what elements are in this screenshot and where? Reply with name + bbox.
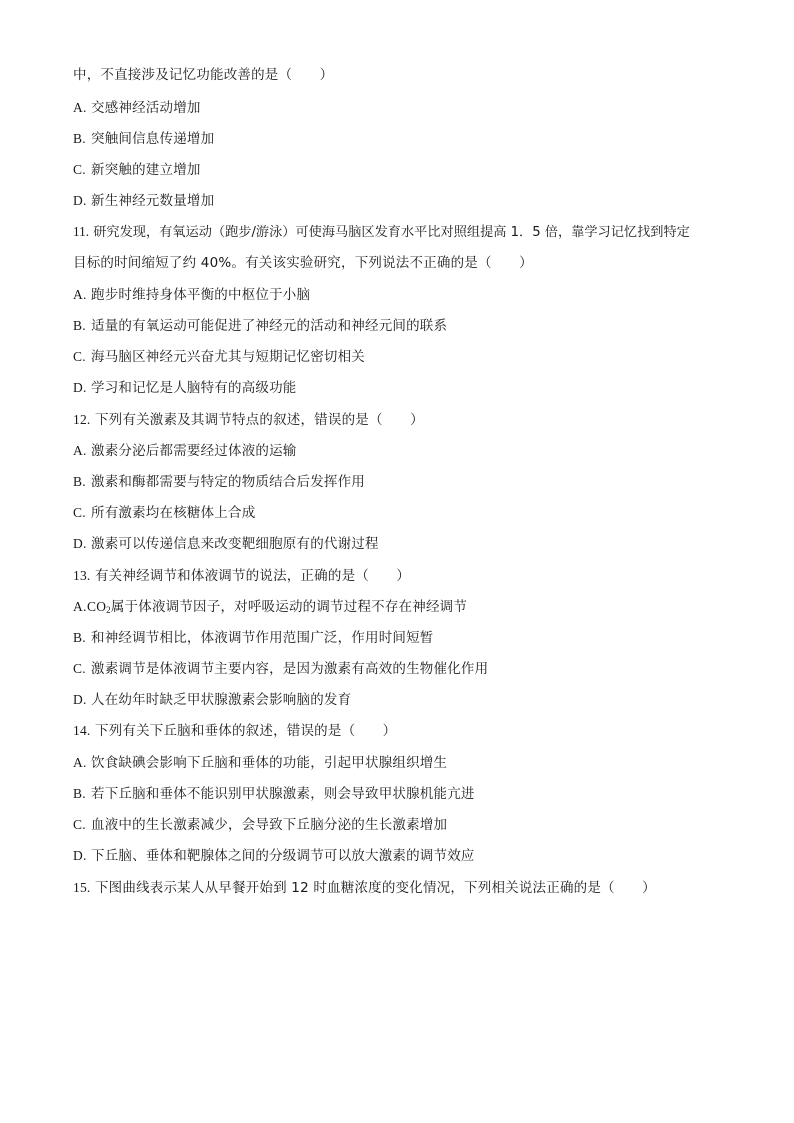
option-text: 若下丘脑和垂体不能识别甲状腺激素，则会导致甲状腺机能亢进 bbox=[91, 786, 475, 802]
option-text: 属于体液调节因子，对呼吸运动的调节过程不存在神经调节 bbox=[110, 599, 468, 615]
q10-option-c bbox=[73, 161, 201, 179]
option-label: D. bbox=[73, 193, 87, 208]
q14-option-b bbox=[73, 785, 475, 803]
option-label: C. bbox=[73, 817, 86, 832]
q13-option-a bbox=[73, 598, 467, 616]
q15-stem bbox=[73, 879, 656, 897]
option-label: B. bbox=[73, 786, 86, 801]
option-text: 突触间信息传递增加 bbox=[91, 131, 215, 147]
q13-stem-text: 有关神经调节和体液调节的说法，正确的是（ ） bbox=[94, 568, 411, 584]
q10-option-b bbox=[73, 130, 214, 148]
question-number: 13. bbox=[73, 568, 91, 583]
option-label: A. bbox=[73, 443, 87, 458]
option-label: C. bbox=[73, 162, 86, 177]
option-text: 跑步时维持身体平衡的中枢位于小脑 bbox=[91, 287, 311, 303]
q14-option-a bbox=[73, 754, 447, 772]
q11-option-a bbox=[73, 286, 310, 304]
option-label: D. bbox=[73, 536, 87, 551]
q12-option-c bbox=[73, 504, 255, 522]
option-text: 激素分泌后都需要经过体液的运输 bbox=[91, 443, 297, 459]
q10-stem-tail: 中，不直接涉及记忆功能改善的是（ ） bbox=[73, 67, 334, 83]
q10-option-d bbox=[73, 192, 214, 210]
option-text: 和神经调节相比，体液调节作用范围广泛，作用时间短暂 bbox=[91, 630, 434, 646]
question-number: 14. bbox=[73, 723, 91, 738]
q12-stem-text: 下列有关激素及其调节特点的叙述，错误的是（ ） bbox=[94, 412, 424, 428]
q12-option-a bbox=[73, 442, 297, 460]
q15-stem-text: 下图曲线表示某人从早餐开始到 12 时血糖浓度的变化情况，下列相关说法正确的是（ ） bbox=[94, 880, 656, 896]
subscript-2: 2 bbox=[106, 605, 111, 615]
q14-stem-text: 下列有关下丘脑和垂体的叙述，错误的是（ ） bbox=[94, 723, 397, 739]
q14-option-c bbox=[73, 816, 447, 834]
option-label: D. bbox=[73, 692, 87, 707]
option-label: A. bbox=[73, 599, 87, 614]
option-text: 下丘脑、垂体和靶腺体之间的分级调节可以放大激素的调节效应 bbox=[91, 848, 475, 864]
co-text: CO bbox=[87, 599, 107, 614]
q13-option-c bbox=[73, 660, 488, 678]
option-text: 海马脑区神经元兴奋尤其与短期记忆密切相关 bbox=[91, 349, 365, 365]
option-label: C. bbox=[73, 349, 86, 364]
co2-formula bbox=[87, 599, 111, 614]
q13-option-d bbox=[73, 691, 351, 709]
option-text: 血液中的生长激素减少，会导致下丘脑分泌的生长激素增加 bbox=[91, 817, 448, 833]
option-text: 激素可以传递信息来改变靶细胞原有的代谢过程 bbox=[91, 536, 379, 552]
option-label: A. bbox=[73, 755, 87, 770]
option-text: 激素和酶都需要与特定的物质结合后发挥作用 bbox=[91, 474, 365, 490]
q11-stem-text-1: 研究发现，有氧运动（跑步/游泳）可使海马脑区发育水平比对照组提高 1．5 倍，靠学习记忆找到特定 bbox=[93, 225, 690, 240]
q13-option-b bbox=[73, 629, 434, 647]
q14-option-d bbox=[73, 847, 475, 865]
option-text: 学习和记忆是人脑特有的高级功能 bbox=[91, 380, 297, 396]
option-text: 所有激素均在核糖体上合成 bbox=[91, 505, 256, 521]
option-label: C. bbox=[73, 661, 86, 676]
question-number: 15. bbox=[73, 880, 91, 895]
option-label: A. bbox=[73, 287, 87, 302]
option-label: B. bbox=[73, 131, 86, 146]
option-text: 交感神经活动增加 bbox=[91, 100, 201, 116]
q11-stem-line2: 目标的时间缩短了约 40%。有关该实验研究，下列说法不正确的是（ ） bbox=[73, 255, 533, 271]
q11-option-c bbox=[73, 348, 365, 366]
option-text: 新突触的建立增加 bbox=[91, 162, 201, 178]
option-label: B. bbox=[73, 630, 86, 645]
option-label: B. bbox=[73, 318, 86, 333]
q11-option-b bbox=[73, 317, 447, 335]
option-text: 激素调节是体液调节主要内容，是因为激素有高效的生物催化作用 bbox=[91, 661, 489, 677]
q12-option-d bbox=[73, 535, 379, 553]
option-label: C. bbox=[73, 505, 86, 520]
option-text: 新生神经元数量增加 bbox=[91, 193, 215, 209]
q10-option-a bbox=[73, 99, 201, 117]
q12-stem bbox=[73, 411, 424, 429]
option-label: D. bbox=[73, 380, 87, 395]
option-label: B. bbox=[73, 474, 86, 489]
option-label: A. bbox=[73, 100, 87, 115]
option-text: 人在幼年时缺乏甲状腺激素会影响脑的发育 bbox=[91, 692, 352, 708]
option-text: 适量的有氧运动可能促进了神经元的活动和神经元间的联系 bbox=[91, 318, 448, 334]
option-label: D. bbox=[73, 848, 87, 863]
option-text: 饮食缺碘会影响下丘脑和垂体的功能，引起甲状腺组织增生 bbox=[91, 755, 448, 771]
question-number: 11. bbox=[73, 224, 89, 239]
q12-option-b bbox=[73, 473, 365, 491]
q13-stem bbox=[73, 567, 410, 585]
q14-stem bbox=[73, 722, 396, 740]
q11-option-d bbox=[73, 379, 297, 397]
q11-stem-line1 bbox=[73, 223, 690, 242]
question-number: 12. bbox=[73, 412, 91, 427]
